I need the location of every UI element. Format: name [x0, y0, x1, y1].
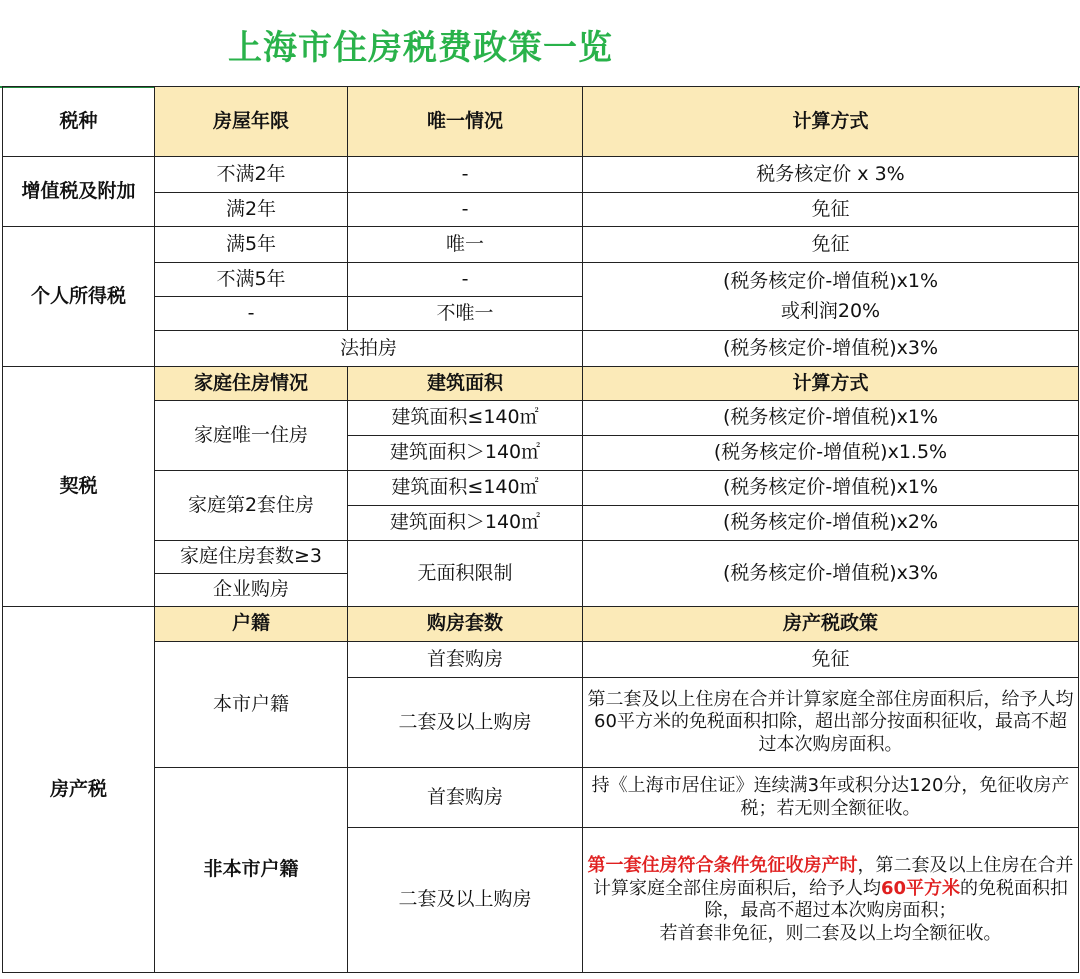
- table-row: [3, 401, 1079, 436]
- deed-area: 建筑面积＞140㎡: [348, 436, 583, 471]
- deed-area: 建筑面积≤140㎡: [348, 401, 583, 436]
- header-tax-type: 税种: [3, 87, 155, 157]
- pit-years: 不满5年: [155, 263, 348, 297]
- policy-text: 若首套非免征，则二套及以上均全额征收。: [659, 922, 1002, 944]
- vat-calc: 税务核定价 x 3%: [583, 157, 1079, 193]
- deed-header-situation: 家庭住房情况: [155, 367, 348, 401]
- title-bar: [0, 0, 1080, 88]
- property-nonlocal-second-policy: [583, 828, 1079, 973]
- property-nonlocal-second: 二套及以上购房: [348, 828, 583, 973]
- table-row: [3, 607, 1079, 642]
- pit-calc-line1: (税务核定价-增值税)x1%: [722, 269, 939, 292]
- pit-unique: 唯一: [348, 227, 583, 263]
- property-nonlocal-first: 首套购房: [348, 768, 583, 828]
- table-row: [3, 768, 1079, 828]
- deed-calc: (税务核定价-增值税)x1%: [583, 471, 1079, 506]
- pit-auction-label: 法拍房: [155, 331, 583, 367]
- pit-years: 满5年: [155, 227, 348, 263]
- policy-text: 的免税面积扣除，最高不超过本次购房面积；: [704, 877, 1069, 921]
- pit-auction-calc: (税务核定价-增值税)x3%: [583, 331, 1079, 367]
- deed-no-limit: 无面积限制: [348, 541, 583, 607]
- table-row: [3, 331, 1079, 367]
- property-header-count: 购房套数: [348, 607, 583, 642]
- highlight-text: 60平方米: [880, 877, 961, 899]
- tax-policy-table: [2, 86, 1079, 973]
- pit-years: -: [155, 297, 348, 331]
- vat-years: 不满2年: [155, 157, 348, 193]
- pit-name: 个人所得税: [3, 227, 155, 367]
- property-local-second: 二套及以上购房: [348, 678, 583, 768]
- deed-only-home: 家庭唯一住房: [155, 401, 348, 471]
- deed-calc: (税务核定价-增值税)x2%: [583, 506, 1079, 541]
- property-name: 房产税: [3, 607, 155, 973]
- vat-name: 增值税及附加: [3, 157, 155, 227]
- table-row: [3, 157, 1079, 193]
- deed-calc-3: (税务核定价-增值税)x3%: [583, 541, 1079, 607]
- table-row: [3, 263, 1079, 297]
- table-row: [3, 367, 1079, 401]
- property-local: 本市户籍: [155, 642, 348, 768]
- policy-text: ，第二套及以上住房在合并计算家庭全部住房面积后，给予人均: [592, 855, 1074, 899]
- deed-header-area: 建筑面积: [348, 367, 583, 401]
- table-header-row: [3, 87, 1079, 157]
- table-row: [3, 227, 1079, 263]
- pit-calc-line2: 或利润20%: [780, 299, 881, 322]
- deed-header-calc: 计算方式: [583, 367, 1079, 401]
- property-local-second-policy: 第二套及以上住房在合并计算家庭全部住房面积后，给予人均60平方米的免税面积扣除，超出部分按面积征收，最高不超过本次购房面积。: [583, 678, 1079, 768]
- property-local-first: 首套购房: [348, 642, 583, 678]
- pit-calc: 免征: [583, 227, 1079, 263]
- vat-unique: -: [348, 193, 583, 227]
- pit-calc-merged: [583, 263, 1079, 331]
- property-nonlocal: 非本市户籍: [155, 768, 348, 973]
- deed-name: 契税: [3, 367, 155, 607]
- table-row: [3, 193, 1079, 227]
- property-header-policy: 房产税政策: [583, 607, 1079, 642]
- vat-calc: 免征: [583, 193, 1079, 227]
- vat-years: 满2年: [155, 193, 348, 227]
- pit-unique: -: [348, 263, 583, 297]
- deed-area: 建筑面积＞140㎡: [348, 506, 583, 541]
- pit-unique: 不唯一: [348, 297, 583, 331]
- property-local-first-policy: 免征: [583, 642, 1079, 678]
- deed-three-plus: 家庭住房套数≥3: [155, 541, 348, 574]
- header-house-years: 房屋年限: [155, 87, 348, 157]
- page-title: 上海市住房税费政策一览: [228, 28, 613, 68]
- table-row: [3, 541, 1079, 574]
- highlight-text: 第一套住房符合条件免征收房产时: [587, 855, 858, 876]
- deed-calc: (税务核定价-增值税)x1.5%: [583, 436, 1079, 471]
- header-calc: 计算方式: [583, 87, 1079, 157]
- table-row: [3, 642, 1079, 678]
- deed-enterprise: 企业购房: [155, 574, 348, 607]
- deed-calc: (税务核定价-增值税)x1%: [583, 401, 1079, 436]
- table-row: [3, 471, 1079, 506]
- vat-unique: -: [348, 157, 583, 193]
- property-header-hukou: 户籍: [155, 607, 348, 642]
- deed-area: 建筑面积≤140㎡: [348, 471, 583, 506]
- deed-second-home: 家庭第2套住房: [155, 471, 348, 541]
- property-nonlocal-first-policy: 持《上海市居住证》连续满3年或积分达120分，免征收房产税；若无则全额征收。: [583, 768, 1079, 828]
- header-unique: 唯一情况: [348, 87, 583, 157]
